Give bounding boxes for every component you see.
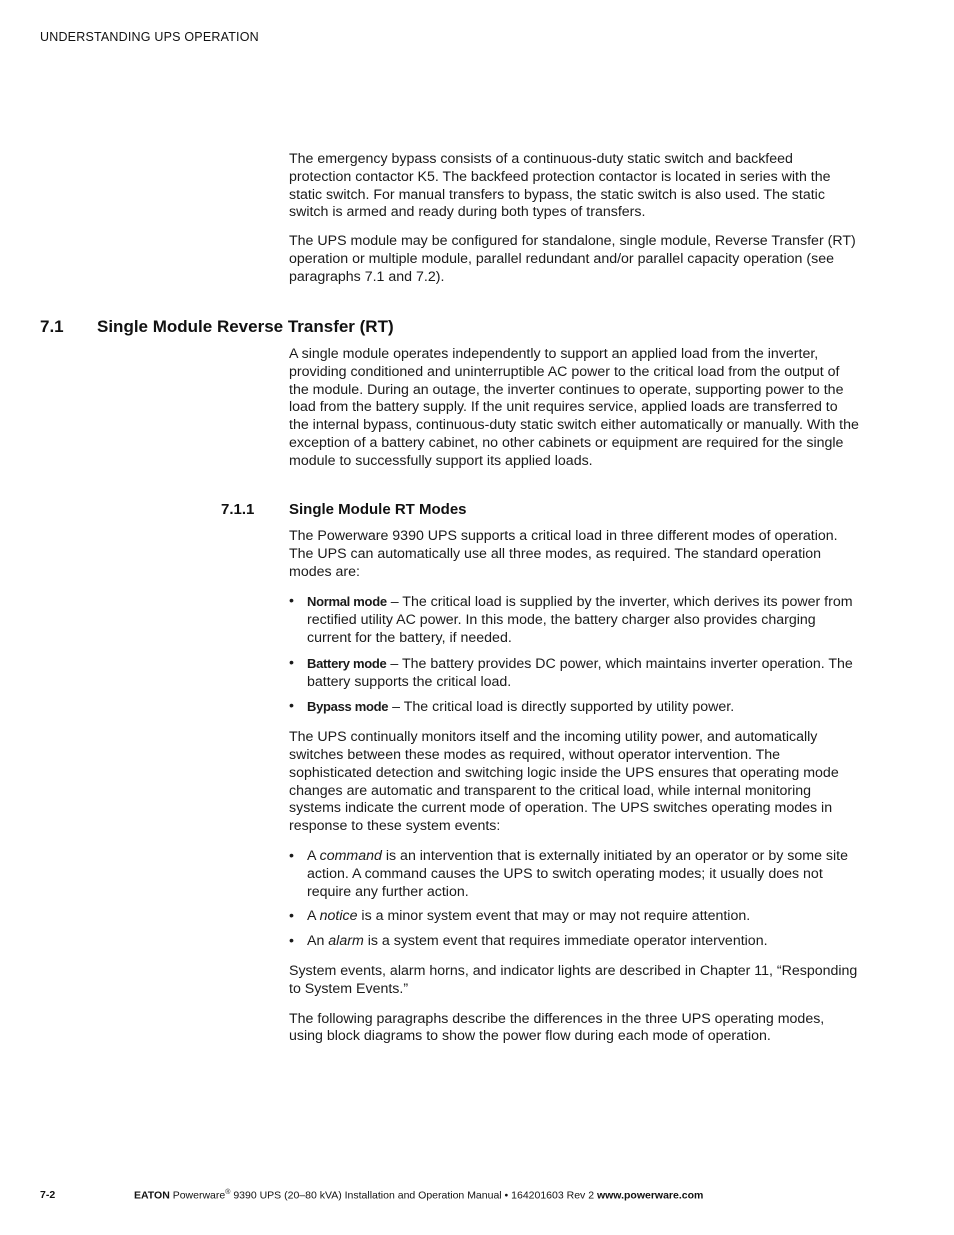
subsection-number: 7.1.1: [221, 501, 255, 518]
block-diagrams-paragraph: The following paragraphs describe the differences in the three UPS operating modes, using block diagrams to show the power flow during each mode of operation.: [289, 1010, 825, 1045]
section-7-1-1-body: [289, 528, 859, 1046]
event-description: is a minor system event that may or may not require attention.: [357, 908, 751, 925]
event-term: alarm: [328, 933, 364, 950]
section-7-1-heading: [40, 317, 394, 337]
section-title: Single Module Reverse Transfer (RT): [97, 317, 394, 336]
event-description: is an intervention that is externally initiated by an operator or by some site action. A command causes the UPS to switch operating modes; it usually does not require any further action.: [307, 847, 848, 900]
bullet-icon: •: [289, 593, 294, 610]
bullet-icon: •: [289, 654, 294, 671]
list-item-normal-mode: [289, 593, 859, 647]
mode-description: – The critical load is supplied by the inverter, which derives its power from rectified utility AC power. In this mode, the battery charger also provides charging current for the battery, if needed.: [307, 594, 853, 646]
list-item-battery-mode: [289, 655, 859, 692]
list-item-command: [289, 848, 859, 901]
bullet-icon: •: [289, 908, 294, 925]
mode-term: Bypass mode: [307, 699, 389, 715]
section-7-1-1-heading: [221, 501, 467, 518]
website-link[interactable]: www.powerware.com: [596, 1189, 704, 1202]
page-number: 7-2: [40, 1189, 56, 1201]
intro-section: [289, 151, 859, 287]
registered-mark: ®: [225, 1189, 231, 1196]
section-number: 7.1: [40, 317, 64, 336]
intro-paragraph-2: The UPS module may be configured for standalone, single module, Reverse Transfer (RT) operation or multiple module, parallel redundant and/or parallel capacity operation (see paragraphs 7.1 and 7.2).: [289, 233, 856, 285]
list-item-notice: [289, 908, 859, 926]
monitoring-paragraph: The UPS continually monitors itself and the incoming utility power, and automatically switches between these modes as required, without operator intervention. The sophisticated detection and switching logic inside the UPS ensures that operating mode changes are automatic and transparent to the critical load, while internal monitoring systems indicate the current mode of operation. The UPS switches operating modes in response to these system events:: [289, 729, 839, 835]
event-description: is a system event that requires immediate operator intervention.: [363, 933, 768, 950]
section-7-1-paragraph: A single module operates independently to support an applied load from the inverter, providing conditioned and uninterruptible AC power to the critical load from the output of the module. During an outage, the inverter continues to operate, supporting power to the load from the battery supply. If the unit requires service, applied loads are transferred to the internal bypass, continuous-duty static switch either automatically or manually. With the exception of a battery cabinet, no other cabinets or equipment are required for the single module to successfully support its applied loads.: [289, 346, 859, 469]
system-events-paragraph: System events, alarm horns, and indicator lights are described in Chapter 11, “Responding to System Events.”: [289, 962, 858, 997]
list-item-alarm: [289, 933, 859, 951]
mode-description: – The battery provides DC power, which maintains inverter operation. The battery supports the critical load.: [307, 655, 853, 690]
product-name: Powerware: [172, 1189, 226, 1202]
running-header: UNDERSTANDING UPS OPERATION: [40, 30, 259, 44]
mode-description: – The critical load is directly supported by utility power.: [388, 699, 735, 716]
bullet-icon: •: [289, 698, 294, 715]
brand-name: EATON: [134, 1189, 170, 1202]
event-prefix: A: [307, 847, 320, 864]
event-prefix: A: [307, 908, 320, 925]
event-term: command: [319, 847, 382, 864]
footer-citation: [134, 1189, 703, 1202]
subsection-title: Single Module RT Modes: [289, 501, 467, 518]
list-item-bypass-mode: [289, 698, 859, 717]
bullet-icon: •: [289, 933, 294, 950]
intro-paragraph-1: The emergency bypass consists of a continuous-duty static switch and backfeed protection contactor K5. The backfeed protection contactor is located in series with the static switch. For manual transfers to bypass, the static switch is also used. The static switch is armed and ready during both types of transfers.: [289, 151, 831, 221]
bullet-icon: •: [289, 847, 294, 864]
modes-intro-paragraph: The Powerware 9390 UPS supports a critical load in three different modes of operation. The UPS can automatically use all three modes, as required. The standard operation modes are:: [289, 528, 838, 580]
section-7-1-body: [289, 346, 859, 471]
manual-description: 9390 UPS (20–80 kVA) Installation and Operation Manual • 164201603 Rev 2: [230, 1189, 597, 1202]
events-list: [289, 848, 859, 951]
mode-term: Battery mode: [307, 655, 387, 671]
modes-list: [289, 593, 859, 717]
event-term: notice: [319, 908, 358, 925]
event-prefix: An: [307, 933, 329, 950]
mode-term: Normal mode: [307, 594, 387, 610]
